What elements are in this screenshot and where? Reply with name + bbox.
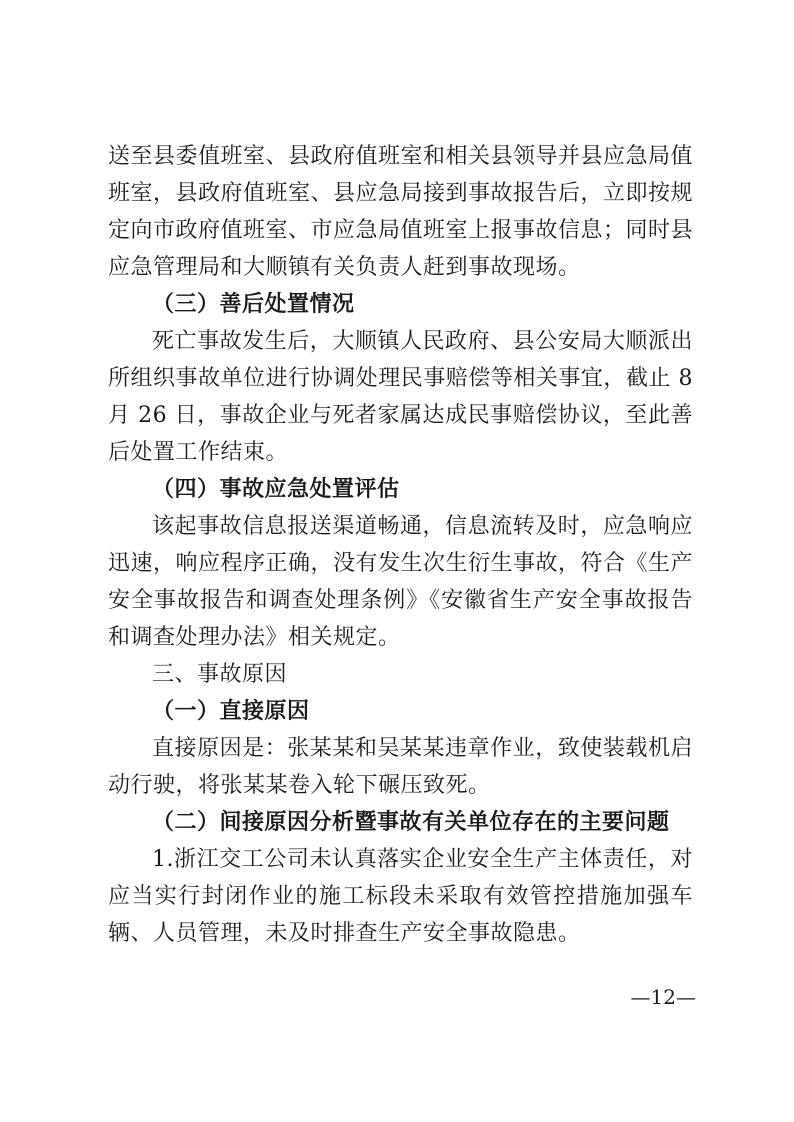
paragraph-indirect-cause-1: 1.浙江交工公司未认真落实企业安全生产主体责任，对应当实行封闭作业的施工标段未采取有效管控措施加强车辆、人员管理，未及时排查生产安全事故隐患。 — [108, 847, 693, 946]
paragraph-aftermath-handling: 死亡事故发生后，大顺镇人民政府、县公安局大顺派出所组织事故单位进行协调处理民事赔偿等相关事宜，截止 8 月 26 日，事故企业与死者家属达成民事赔偿协议，至此善后处置工作结束。 — [108, 329, 693, 465]
heading-direct-cause: （一）直接原因 — [152, 698, 310, 724]
page-number: —12— — [630, 985, 696, 1009]
heading-aftermath-handling: （三）善后处置情况 — [152, 291, 355, 317]
heading-accident-causes: 三、事故原因 — [152, 662, 288, 687]
document-body — [108, 138, 693, 952]
paragraph-emergency-evaluation: 该起事故信息报送渠道畅通，信息流转及时，应急响应迅速，响应程序正确，没有发生次生衍生事故，符合《生产安全事故报告和调查处理条例》《安徽省生产安全事故报告和调查处理办法》相关规定。 — [108, 514, 694, 650]
paragraph-direct-cause: 直接原因是：张某某和吴某某违章作业，致使装载机启动行驶，将张某某卷入轮下碾压致死。 — [108, 736, 693, 798]
paragraph-report-continuation: 送至县委值班室、县政府值班室和相关县领导并县应急局值班室，县政府值班室、县应急局接到事故报告后，立即按规定向市政府值班室、市应急局值班室上报事故信息；同时县应急管理局和大顺镇有关负责人赶到事故现场。 — [108, 144, 694, 280]
heading-indirect-cause: （二）间接原因分析暨事故有关单位存在的主要问题 — [152, 809, 670, 835]
heading-emergency-evaluation: （四）事故应急处置评估 — [152, 476, 400, 502]
